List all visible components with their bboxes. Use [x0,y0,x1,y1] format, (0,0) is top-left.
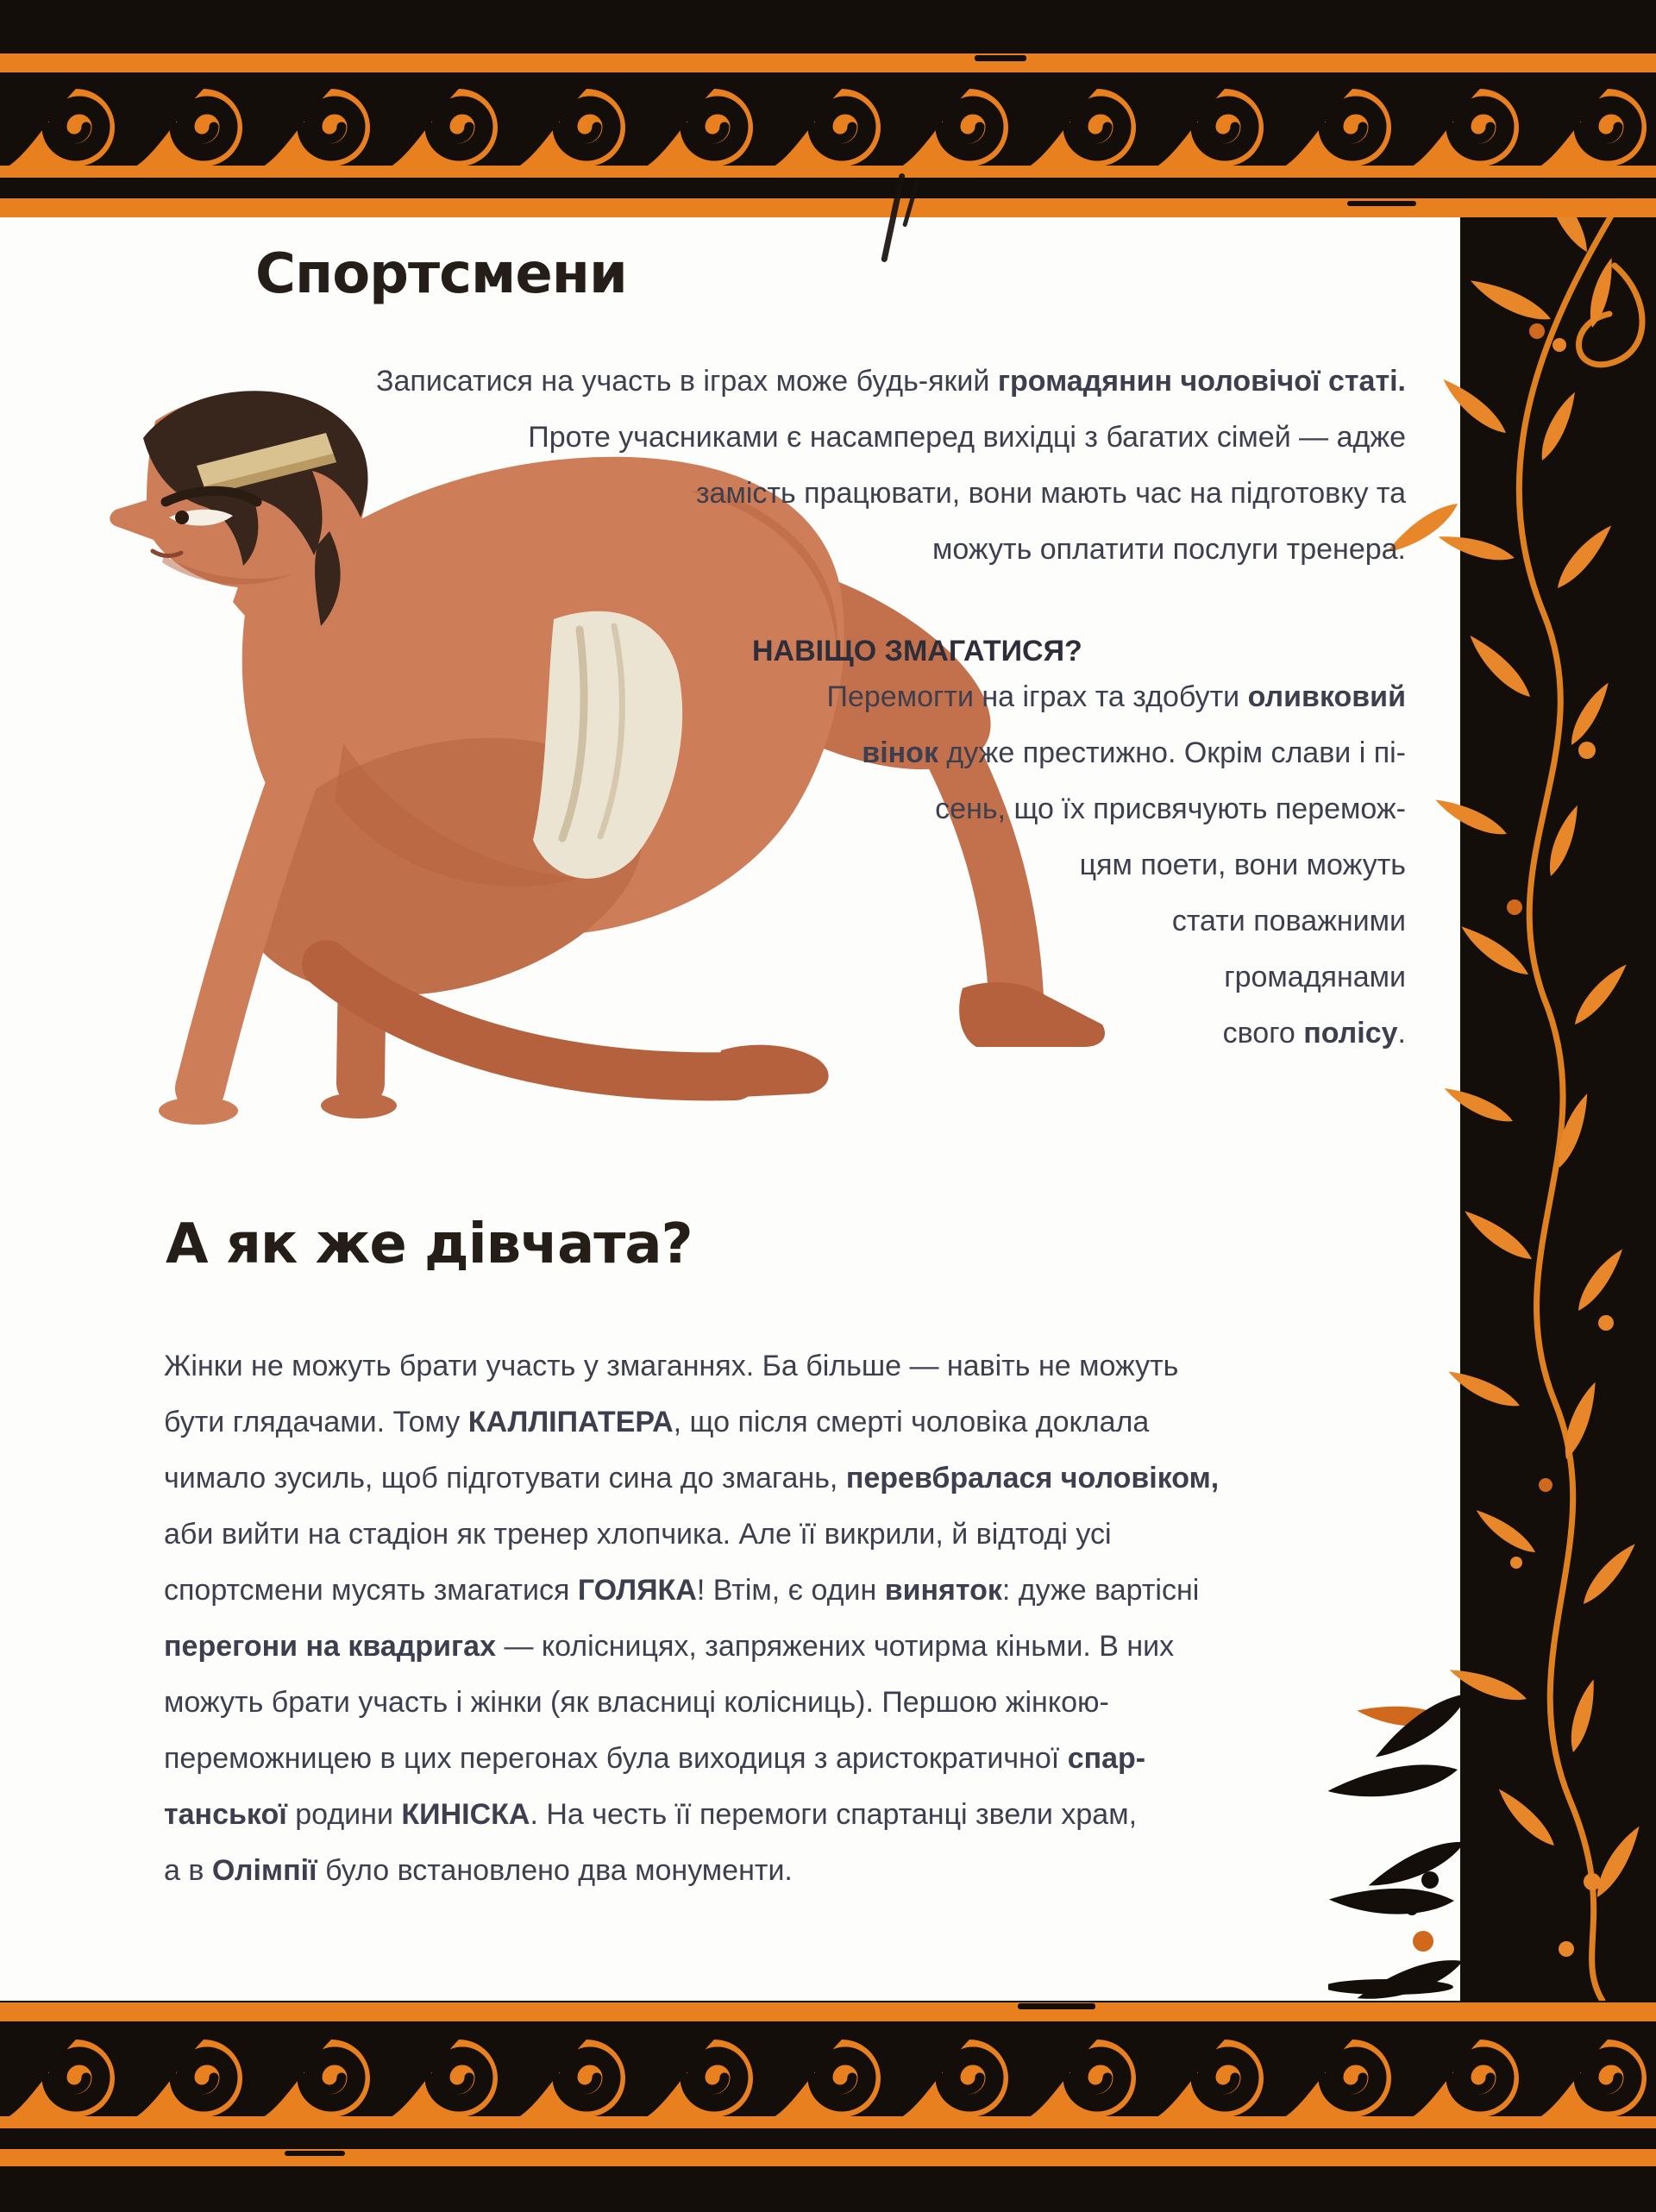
text-line: а в Олімпії було встановлено два монументи. [164,1854,793,1887]
section-title-athletes: Спортсмени [255,242,627,306]
girls-paragraph [164,1338,1219,1899]
section-title-girls: А як же дівчата? [166,1213,693,1276]
text-line: бути глядачами. Тому КАЛЛІПАТЕРА, що після смерті чоловіка доклала [164,1406,1150,1438]
text-line: танської родини КИНІСКА. На честь її перемоги спартанці звели храм, [164,1798,1138,1831]
text-line: чимало зусиль, щоб підготувати сина до змагань, перевбралася чоловіком, [164,1462,1220,1495]
text-line: стати поважними [1171,905,1406,937]
text-line: сень, що їх присвячують перемож- [935,793,1406,825]
text-line: Проте учасниками є насамперед вихідці з багатих сімей — адже [528,421,1406,454]
text-line: цям поети, вони можуть [1079,849,1406,881]
text-line: Жінки не можуть брати участь у змаганнях. Ба більше — навіть не можуть [164,1350,1179,1382]
athletes-intro-paragraph [376,354,1406,578]
greek-wave-border-bottom [0,2001,1656,2212]
text-line: Перемогти на іграх та здобути оливковий [826,680,1406,713]
text-line: можуть брати участь і жінки (як власниці колісниць). Першою жінкою- [164,1686,1109,1719]
text-line: аби вийти на стадіон як тренер хлопчика. Але її викрили, й відтоді усі [164,1518,1112,1551]
text-line: свого полісу. [1222,1017,1406,1050]
text-line: переможницею в цих перегонах була виходиця з аристократичної спар- [164,1742,1146,1775]
greek-wave-border-top [0,0,1656,217]
text-line: вінок дуже престижно. Окрім слави і пі- [862,736,1406,769]
text-line: перегони на квадригах — колісницях, запряжених чотирма кіньми. В них [164,1630,1175,1663]
text-line: можуть оплатити послуги тренера. [932,533,1406,566]
text-line: Записатися на участь в іграх може будь-який громадянин чоловічої статі. [375,365,1406,398]
black-leaf-silhouettes [1328,1692,1478,2001]
text-line: спортсмени мусять змагатися ГОЛЯКА! Втім, є один виняток: дуже вартісні [164,1574,1200,1607]
text-line: громадянами [1224,961,1406,993]
why-compete-heading: НАВІЩО ЗМАГАТИСЯ? [752,635,1082,667]
text-line: замість працювати, вони мають час на підготовку та [695,477,1406,510]
why-compete-paragraph [827,669,1406,1062]
